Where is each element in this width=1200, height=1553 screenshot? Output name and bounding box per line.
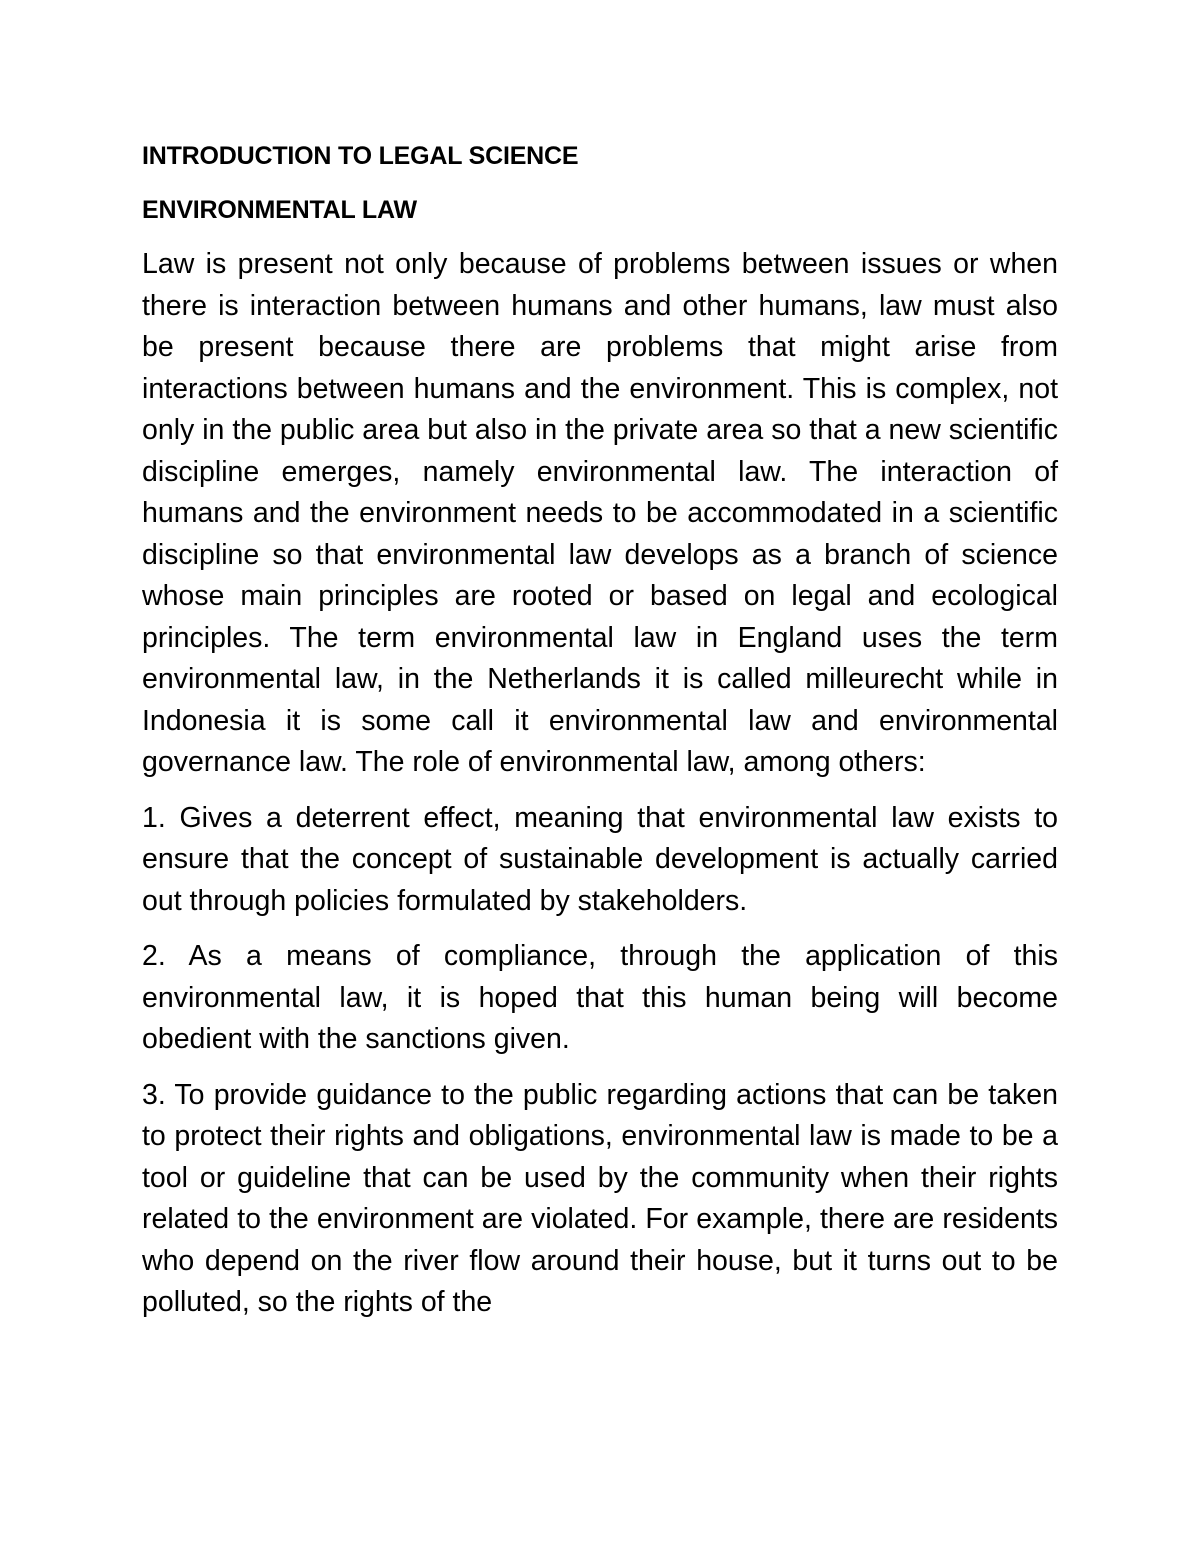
document-body — [142, 140, 1058, 1338]
document-subtitle: ENVIRONMENTAL LAW — [142, 196, 417, 224]
list-item-1: 1. Gives a deterrent effect, meaning that environmental law exists to ensure that the concept of sustainable development is actually carried out through policies formulated by stakeholders. — [142, 801, 1058, 917]
list-item-2: 2. As a means of compliance, through the application of this environmental law, it is hoped that this human being will become obedient with the sanctions given. — [142, 940, 1058, 1055]
intro-paragraph: Law is present not only because of problems between issues or when there is interaction between humans and other humans, law must also be present because there are problems that might arise from interactions between humans and the environment. This is complex, not only in the public area but also in the private area so that a new scientific discipline emerges, namely environmental law. The interaction of humans and the environment needs to be accommodated in a scientific discipline so that environmental law develops as a branch of science whose main principles are rooted or based on legal and ecological principles. The term environmental law in England uses the term environmental law, in the Netherlands it is called milleurecht while in Indonesia it is some call it environmental law and environmental governance law. The role of environmental law, among others: — [142, 248, 1058, 778]
document-title: INTRODUCTION TO LEGAL SCIENCE — [142, 142, 579, 170]
list-item-3: 3. To provide guidance to the public regarding actions that can be taken to protect their rights and obligations, environmental law is made to be a tool or guideline that can be used by the community when their rights related to the environment are violated. For example, there are residents who depend on the river flow around their house, but it turns out to be polluted, so the rights of the — [142, 1078, 1058, 1318]
